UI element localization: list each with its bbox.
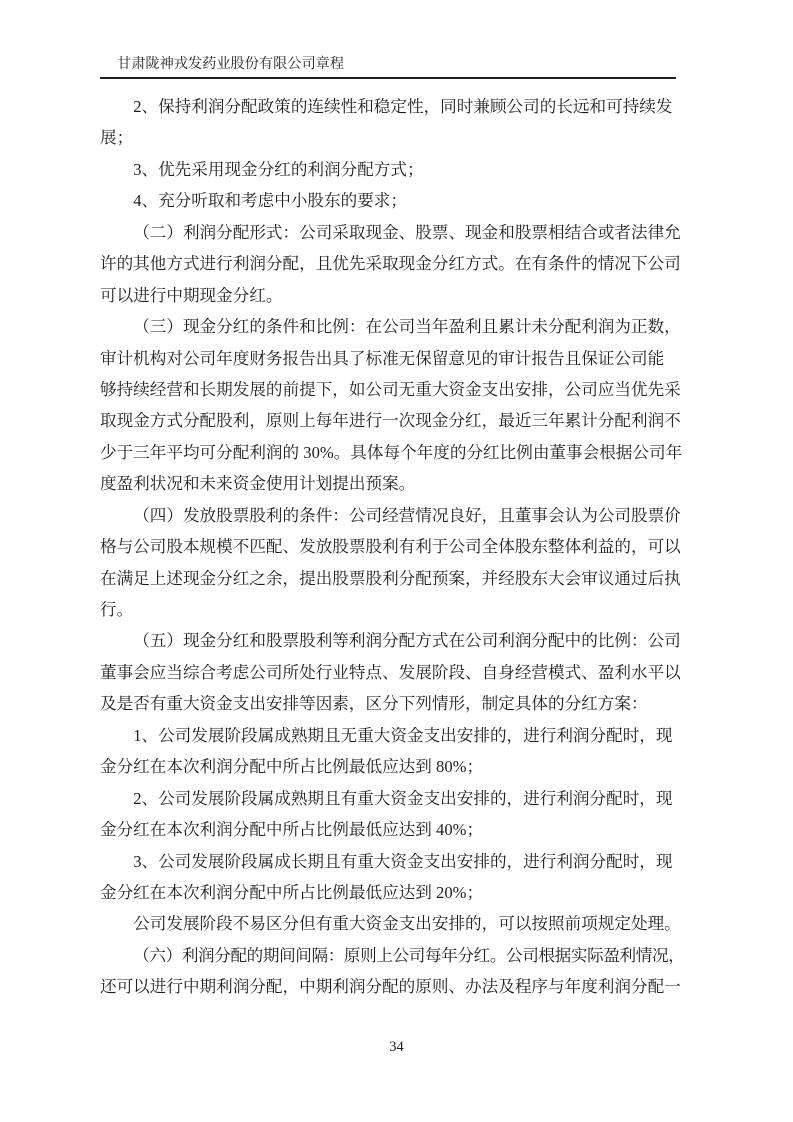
- paragraph-line: （六）利润分配的期间间隔：原则上公司每年分红。公司根据实际盈利情况，: [133, 945, 685, 965]
- paragraph-line: 金分红在本次利润分配中所占比例最低应达到 40%；: [100, 820, 484, 840]
- page-number: 34: [389, 1039, 404, 1055]
- body-paragraph: [100, 185, 684, 216]
- paragraph-line: （五）现金分红和股票股利等利润分配方式在公司利润分配中的比例：公司: [133, 631, 681, 651]
- paragraph-line: 少于三年平均可分配利润的 30%。具体每个年度的分红比例由董事会根据公司年: [100, 442, 683, 462]
- body-paragraph: [100, 91, 684, 154]
- body-paragraph: [100, 311, 684, 500]
- paragraph-line: 可以进行中期现金分红。: [100, 285, 283, 305]
- paragraph-line: 够持续经营和长期发展的前提下，如公司无重大资金支出安排，公司应当优先采: [100, 379, 681, 399]
- header-title: 甘肃陇神戎发药业股份有限公司章程: [117, 56, 345, 72]
- body-paragraph: [100, 217, 684, 311]
- body-paragraph: [100, 940, 684, 1003]
- paragraph-line: 取现金方式分配股利，原则上每年进行一次现金分红，最近三年累计分配利润不: [100, 411, 681, 431]
- paragraph-line: 及是否有重大资金支出安排等因素，区分下列情形，制定具体的分红方案：: [100, 694, 648, 714]
- body-paragraph: [100, 720, 684, 783]
- paragraph-line: 审计机构对公司年度财务报告出具了标准无保留意见的审计报告且保证公司能: [100, 348, 665, 368]
- paragraph-line: 公司发展阶段不易区分但有重大资金支出安排的，可以按照前项规定处理。: [133, 914, 681, 934]
- body-paragraph: [100, 908, 684, 939]
- paragraph-line: 3、公司发展阶段属成长期且有重大资金支出安排的，进行利润分配时，现: [133, 851, 673, 871]
- paragraph-line: （四）发放股票股利的条件：公司经营情况良好，且董事会认为公司股票价: [133, 505, 681, 525]
- paragraph-line: 3、优先采用现金分红的利润分配方式；: [133, 159, 424, 179]
- paragraph-line: 金分红在本次利润分配中所占比例最低应达到 80%；: [100, 757, 484, 777]
- paragraph-line: （三）现金分红的条件和比例：在公司当年盈利且累计未分配利润为正数，: [133, 317, 681, 337]
- body-paragraph: [100, 154, 684, 185]
- paragraph-line: 行。: [100, 600, 134, 619]
- body-paragraph: [100, 625, 684, 719]
- paragraph-line: 在满足上述现金分红之余，提出股票股利分配预案，并经股东大会审议通过后执: [100, 568, 681, 588]
- body-paragraph: [100, 846, 684, 909]
- body-paragraph: [100, 783, 684, 846]
- paragraph-line: 董事会应当综合考虑公司所处行业特点、发展阶段、自身经营模式、盈利水平以: [100, 662, 681, 682]
- paragraph-line: 2、保持利润分配政策的连续性和稳定性，同时兼顾公司的长远和可持续发: [133, 97, 673, 116]
- paragraph-line: 1、公司发展阶段属成熟期且无重大资金支出安排的，进行利润分配时，现: [133, 725, 673, 745]
- paragraph-line: 度盈利状况和未来资金使用计划提出预案。: [100, 474, 416, 494]
- page-footer: [0, 1039, 793, 1056]
- paragraph-line: （二）利润分配形式：公司采取现金、股票、现金和股票相结合或者法律允: [133, 222, 681, 242]
- document-body: [100, 91, 684, 1003]
- paragraph-line: 2、公司发展阶段属成熟期且有重大资金支出安排的，进行利润分配时，现: [133, 788, 673, 808]
- paragraph-line: 展；: [100, 128, 134, 148]
- page-header: [100, 56, 676, 79]
- paragraph-line: 还可以进行中期利润分配，中期利润分配的原则、办法及程序与年度利润分配一: [100, 977, 681, 997]
- paragraph-line: 金分红在本次利润分配中所占比例最低应达到 20%；: [100, 882, 484, 902]
- paragraph-line: 许的其他方式进行利润分配，且优先采取现金分红方式。在有条件的情况下公司: [100, 254, 681, 274]
- paragraph-line: 4、充分听取和考虑中小股东的要求；: [133, 191, 407, 211]
- body-paragraph: [100, 500, 684, 626]
- paragraph-line: 格与公司股本规模不匹配、发放股票股利有利于公司全体股东整体利益的，可以: [100, 537, 681, 557]
